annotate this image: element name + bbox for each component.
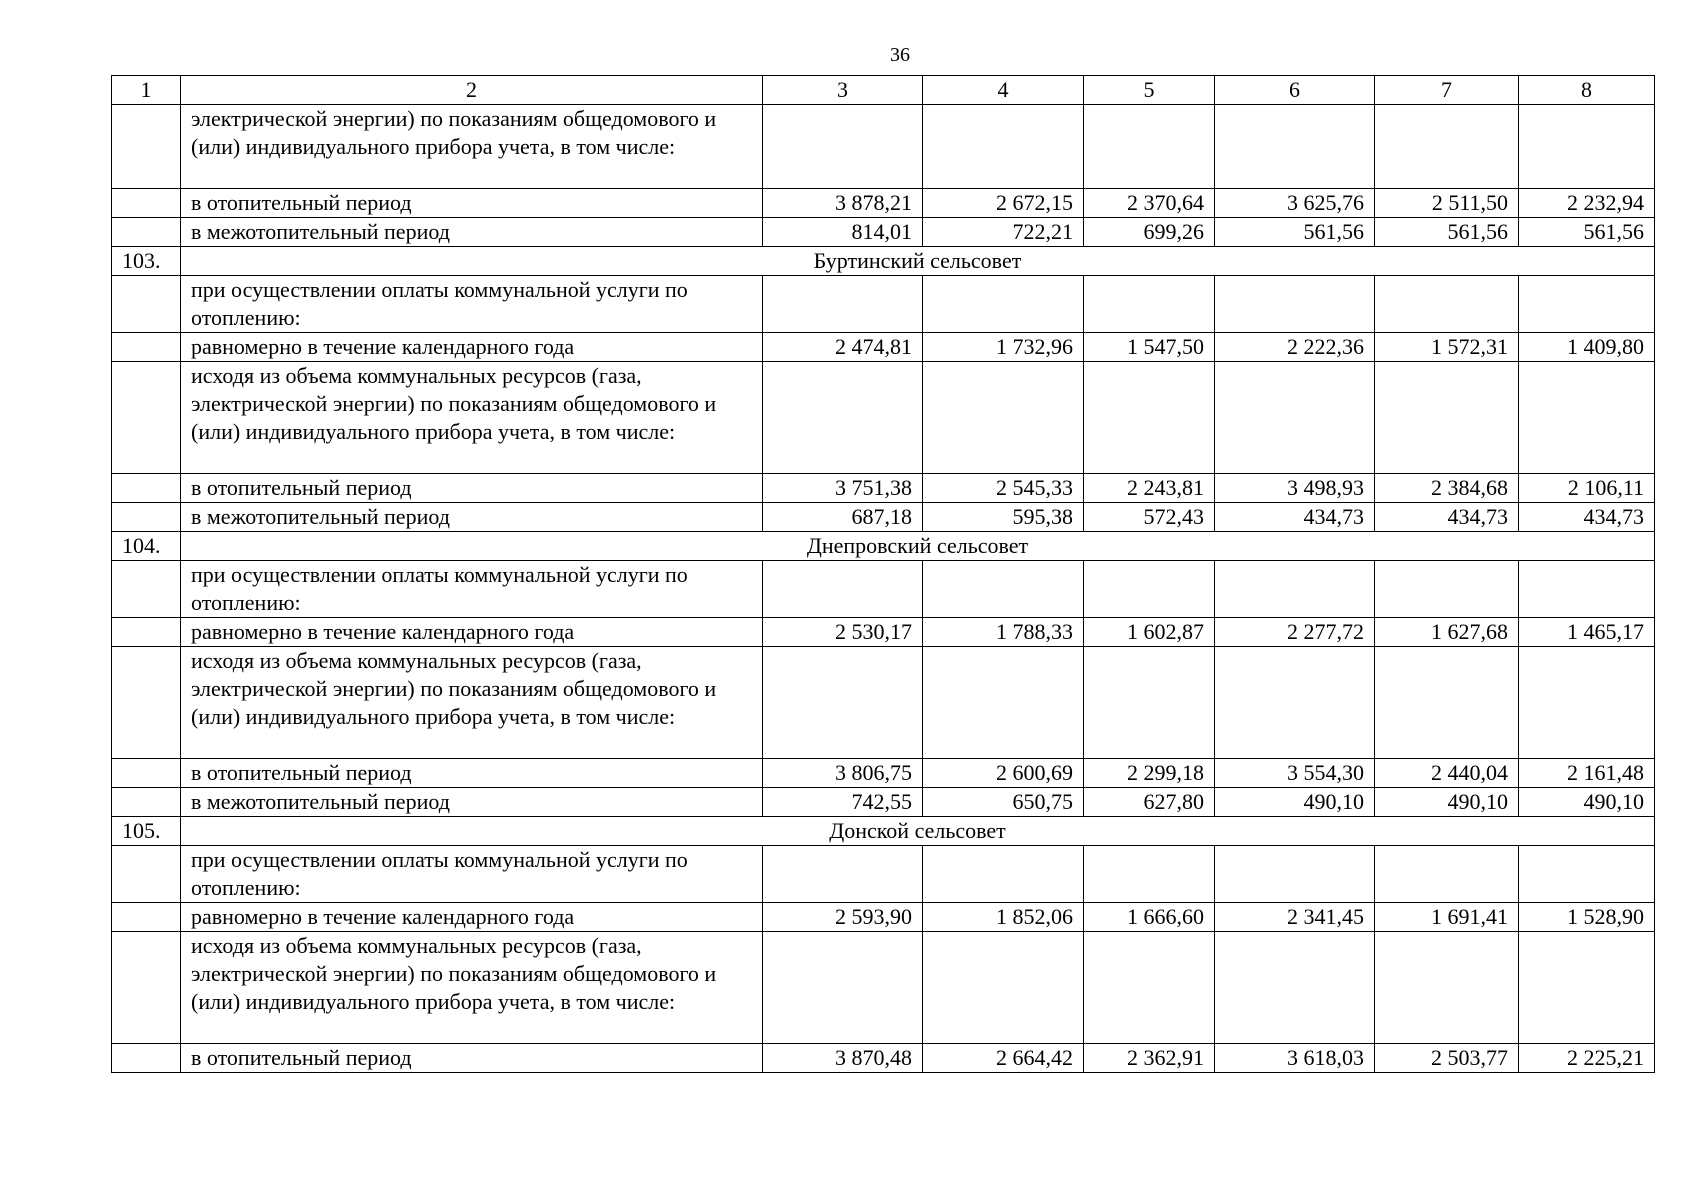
value-cell: 2 664,42 bbox=[923, 1044, 1084, 1073]
value-cell: 1 852,06 bbox=[923, 903, 1084, 932]
empty-value-cell bbox=[1215, 276, 1375, 333]
empty-value-cell bbox=[1215, 647, 1375, 759]
table-row bbox=[112, 189, 1655, 218]
value-cell: 2 232,94 bbox=[1519, 189, 1655, 218]
description-row bbox=[112, 647, 1655, 759]
empty-value-cell bbox=[923, 647, 1084, 759]
value-cell: 699,26 bbox=[1084, 218, 1215, 247]
value-cell: 2 161,48 bbox=[1519, 759, 1655, 788]
value-cell: 1 627,68 bbox=[1375, 618, 1519, 647]
value-cell: 2 243,81 bbox=[1084, 474, 1215, 503]
row-number-cell bbox=[112, 561, 181, 618]
value-cell: 650,75 bbox=[923, 788, 1084, 817]
empty-value-cell bbox=[1215, 362, 1375, 474]
empty-value-cell bbox=[1519, 105, 1655, 189]
section-title: Буртинский сельсовет bbox=[181, 247, 1655, 276]
empty-value-cell bbox=[763, 846, 923, 903]
row-number-cell bbox=[112, 474, 181, 503]
page-number: 36 bbox=[890, 44, 910, 66]
empty-value-cell bbox=[1215, 561, 1375, 618]
value-cell: 742,55 bbox=[763, 788, 923, 817]
header-cell: 7 bbox=[1375, 76, 1519, 105]
header-cell: 6 bbox=[1215, 76, 1375, 105]
value-cell: 1 528,90 bbox=[1519, 903, 1655, 932]
empty-value-cell bbox=[763, 105, 923, 189]
empty-value-cell bbox=[1084, 932, 1215, 1044]
row-number-cell bbox=[112, 618, 181, 647]
empty-value-cell bbox=[923, 561, 1084, 618]
empty-value-cell bbox=[923, 105, 1084, 189]
empty-value-cell bbox=[923, 846, 1084, 903]
row-label: равномерно в течение календарного года bbox=[181, 903, 763, 932]
value-cell: 3 751,38 bbox=[763, 474, 923, 503]
table-row bbox=[112, 1044, 1655, 1073]
value-cell: 1 602,87 bbox=[1084, 618, 1215, 647]
empty-value-cell bbox=[923, 276, 1084, 333]
table-header-row bbox=[112, 76, 1655, 105]
header-cell: 3 bbox=[763, 76, 923, 105]
section-row bbox=[112, 817, 1655, 846]
value-cell: 561,56 bbox=[1375, 218, 1519, 247]
row-description: при осуществлении оплаты коммунальной услуги по отоплению: bbox=[181, 846, 763, 903]
row-label: равномерно в течение календарного года bbox=[181, 333, 763, 362]
empty-value-cell bbox=[1375, 561, 1519, 618]
table-row bbox=[112, 218, 1655, 247]
empty-value-cell bbox=[1215, 932, 1375, 1044]
section-row bbox=[112, 532, 1655, 561]
empty-value-cell bbox=[923, 932, 1084, 1044]
row-number-cell bbox=[112, 903, 181, 932]
empty-value-cell bbox=[763, 932, 923, 1044]
empty-value-cell bbox=[1084, 362, 1215, 474]
empty-value-cell bbox=[1519, 362, 1655, 474]
empty-value-cell bbox=[1084, 105, 1215, 189]
value-cell: 1 465,17 bbox=[1519, 618, 1655, 647]
description-row bbox=[112, 932, 1655, 1044]
table-row bbox=[112, 618, 1655, 647]
row-description: исходя из объема коммунальных ресурсов (газа, электрической энергии) по показаниям общедомового и (или) индивидуального прибора учета, в том числе: bbox=[181, 932, 763, 1044]
row-description: при осуществлении оплаты коммунальной услуги по отоплению: bbox=[181, 276, 763, 333]
empty-value-cell bbox=[1519, 561, 1655, 618]
description-row bbox=[112, 561, 1655, 618]
empty-value-cell bbox=[1084, 846, 1215, 903]
value-cell: 2 384,68 bbox=[1375, 474, 1519, 503]
description-row bbox=[112, 362, 1655, 474]
row-label: в межотопительный период bbox=[181, 503, 763, 532]
value-cell: 490,10 bbox=[1215, 788, 1375, 817]
value-cell: 3 498,93 bbox=[1215, 474, 1375, 503]
value-cell: 2 600,69 bbox=[923, 759, 1084, 788]
value-cell: 2 341,45 bbox=[1215, 903, 1375, 932]
value-cell: 2 362,91 bbox=[1084, 1044, 1215, 1073]
value-cell: 2 440,04 bbox=[1375, 759, 1519, 788]
section-number: 103. bbox=[112, 247, 181, 276]
empty-value-cell bbox=[1375, 932, 1519, 1044]
value-cell: 3 878,21 bbox=[763, 189, 923, 218]
header-cell: 8 bbox=[1519, 76, 1655, 105]
value-cell: 2 222,36 bbox=[1215, 333, 1375, 362]
empty-value-cell bbox=[1084, 276, 1215, 333]
empty-value-cell bbox=[1375, 276, 1519, 333]
empty-value-cell bbox=[1084, 561, 1215, 618]
section-row bbox=[112, 247, 1655, 276]
value-cell: 572,43 bbox=[1084, 503, 1215, 532]
row-label: в отопительный период bbox=[181, 474, 763, 503]
table-row bbox=[112, 759, 1655, 788]
row-number-cell bbox=[112, 333, 181, 362]
row-number-cell bbox=[112, 218, 181, 247]
row-description: электрической энергии) по показаниям общедомового и (или) индивидуального прибора учета, в том числе: bbox=[181, 105, 763, 189]
table-row bbox=[112, 503, 1655, 532]
value-cell: 2 593,90 bbox=[763, 903, 923, 932]
value-cell: 561,56 bbox=[1215, 218, 1375, 247]
empty-value-cell bbox=[1215, 105, 1375, 189]
value-cell: 814,01 bbox=[763, 218, 923, 247]
value-cell: 3 554,30 bbox=[1215, 759, 1375, 788]
empty-value-cell bbox=[1215, 846, 1375, 903]
table-row bbox=[112, 903, 1655, 932]
empty-value-cell bbox=[1375, 846, 1519, 903]
value-cell: 434,73 bbox=[1375, 503, 1519, 532]
empty-value-cell bbox=[1375, 647, 1519, 759]
value-cell: 2 503,77 bbox=[1375, 1044, 1519, 1073]
value-cell: 1 691,41 bbox=[1375, 903, 1519, 932]
value-cell: 3 625,76 bbox=[1215, 189, 1375, 218]
row-description: исходя из объема коммунальных ресурсов (газа, электрической энергии) по показаниям общедомового и (или) индивидуального прибора учета, в том числе: bbox=[181, 362, 763, 474]
row-number-cell bbox=[112, 759, 181, 788]
value-cell: 3 618,03 bbox=[1215, 1044, 1375, 1073]
empty-value-cell bbox=[1519, 647, 1655, 759]
header-cell: 1 bbox=[112, 76, 181, 105]
value-cell: 2 530,17 bbox=[763, 618, 923, 647]
empty-value-cell bbox=[1519, 932, 1655, 1044]
empty-value-cell bbox=[763, 276, 923, 333]
value-cell: 687,18 bbox=[763, 503, 923, 532]
row-description: исходя из объема коммунальных ресурсов (газа, электрической энергии) по показаниям общедомового и (или) индивидуального прибора учета, в том числе: bbox=[181, 647, 763, 759]
value-cell: 2 672,15 bbox=[923, 189, 1084, 218]
description-row bbox=[112, 276, 1655, 333]
empty-value-cell bbox=[763, 647, 923, 759]
header-cell: 4 bbox=[923, 76, 1084, 105]
value-cell: 2 299,18 bbox=[1084, 759, 1215, 788]
empty-value-cell bbox=[1519, 276, 1655, 333]
row-number-cell bbox=[112, 788, 181, 817]
section-title: Донской сельсовет bbox=[181, 817, 1655, 846]
table-row bbox=[112, 333, 1655, 362]
value-cell: 2 511,50 bbox=[1375, 189, 1519, 218]
empty-value-cell bbox=[1084, 647, 1215, 759]
value-cell: 434,73 bbox=[1519, 503, 1655, 532]
value-cell: 490,10 bbox=[1519, 788, 1655, 817]
value-cell: 595,38 bbox=[923, 503, 1084, 532]
empty-value-cell bbox=[1375, 105, 1519, 189]
row-label: в отопительный период bbox=[181, 1044, 763, 1073]
section-number: 105. bbox=[112, 817, 181, 846]
row-number-cell bbox=[112, 846, 181, 903]
value-cell: 1 732,96 bbox=[923, 333, 1084, 362]
value-cell: 2 370,64 bbox=[1084, 189, 1215, 218]
description-row bbox=[112, 846, 1655, 903]
value-cell: 2 225,21 bbox=[1519, 1044, 1655, 1073]
value-cell: 1 666,60 bbox=[1084, 903, 1215, 932]
row-number-cell bbox=[112, 647, 181, 759]
value-cell: 3 806,75 bbox=[763, 759, 923, 788]
value-cell: 490,10 bbox=[1375, 788, 1519, 817]
value-cell: 2 277,72 bbox=[1215, 618, 1375, 647]
value-cell: 1 409,80 bbox=[1519, 333, 1655, 362]
row-label: в отопительный период bbox=[181, 759, 763, 788]
value-cell: 3 870,48 bbox=[763, 1044, 923, 1073]
row-description: при осуществлении оплаты коммунальной услуги по отоплению: bbox=[181, 561, 763, 618]
value-cell: 1 547,50 bbox=[1084, 333, 1215, 362]
empty-value-cell bbox=[1519, 846, 1655, 903]
tariff-table bbox=[111, 75, 1655, 1073]
row-label: в межотопительный период bbox=[181, 788, 763, 817]
value-cell: 2 545,33 bbox=[923, 474, 1084, 503]
row-number-cell bbox=[112, 932, 181, 1044]
row-number-cell bbox=[112, 503, 181, 532]
empty-value-cell bbox=[763, 561, 923, 618]
value-cell: 627,80 bbox=[1084, 788, 1215, 817]
section-number: 104. bbox=[112, 532, 181, 561]
row-number-cell bbox=[112, 1044, 181, 1073]
value-cell: 1 788,33 bbox=[923, 618, 1084, 647]
value-cell: 434,73 bbox=[1215, 503, 1375, 532]
table-row bbox=[112, 788, 1655, 817]
value-cell: 1 572,31 bbox=[1375, 333, 1519, 362]
section-title: Днепровский сельсовет bbox=[181, 532, 1655, 561]
empty-value-cell bbox=[1375, 362, 1519, 474]
row-number-cell bbox=[112, 189, 181, 218]
row-number-cell bbox=[112, 276, 181, 333]
value-cell: 2 106,11 bbox=[1519, 474, 1655, 503]
row-number-cell bbox=[112, 105, 181, 189]
empty-value-cell bbox=[923, 362, 1084, 474]
value-cell: 2 474,81 bbox=[763, 333, 923, 362]
description-row bbox=[112, 105, 1655, 189]
value-cell: 561,56 bbox=[1519, 218, 1655, 247]
row-label: в отопительный период bbox=[181, 189, 763, 218]
table-row bbox=[112, 474, 1655, 503]
row-label: равномерно в течение календарного года bbox=[181, 618, 763, 647]
header-cell: 2 bbox=[181, 76, 763, 105]
empty-value-cell bbox=[763, 362, 923, 474]
header-cell: 5 bbox=[1084, 76, 1215, 105]
row-label: в межотопительный период bbox=[181, 218, 763, 247]
row-number-cell bbox=[112, 362, 181, 474]
value-cell: 722,21 bbox=[923, 218, 1084, 247]
